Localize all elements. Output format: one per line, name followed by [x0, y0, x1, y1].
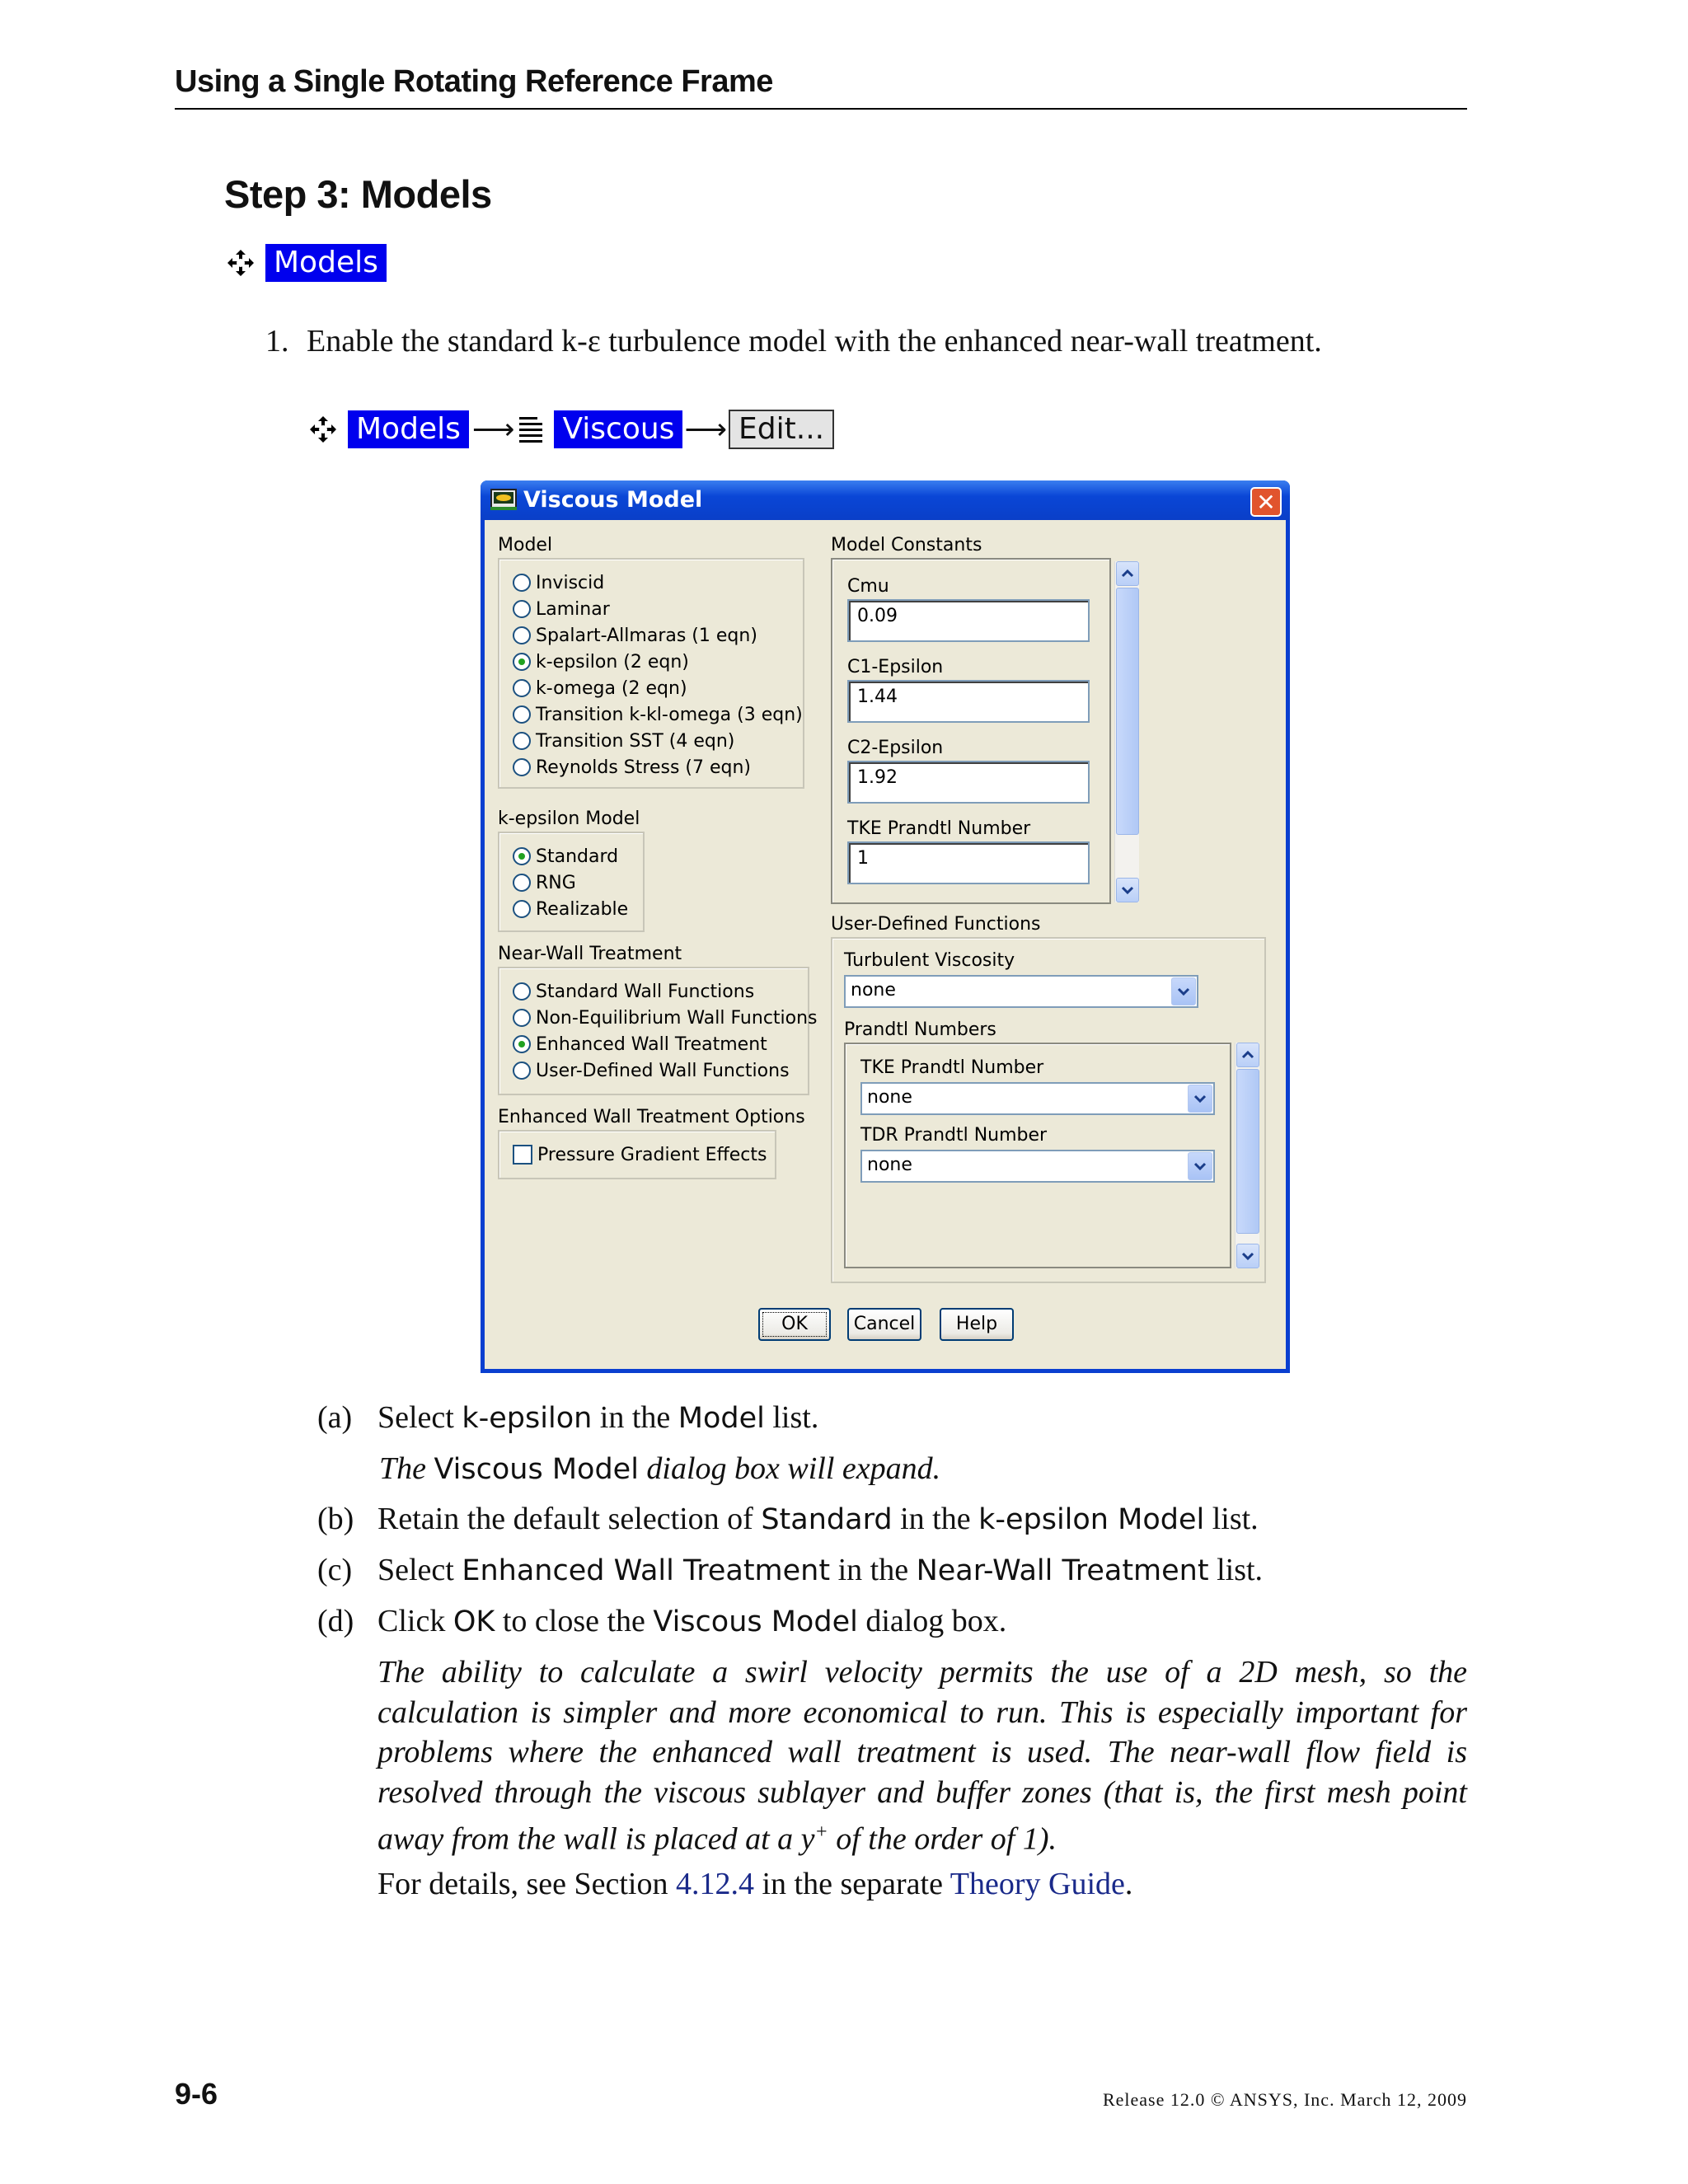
help-button[interactable]: Help: [940, 1308, 1014, 1341]
nearwall-group: [498, 967, 818, 1095]
prandtl-numbers-panel: [844, 1043, 1231, 1268]
radio-button[interactable]: [513, 679, 531, 697]
nav-path: [307, 410, 834, 449]
tke-prandtl-label: TKE Prandtl Number: [847, 818, 1031, 839]
radio-non-equilibrium[interactable]: Non-Equilibrium Wall Functions: [513, 1005, 818, 1031]
substep-b: (b) Retain the default selection of Standard in the k-epsilon Model list.: [317, 1502, 1259, 1536]
ewt-options-label: Enhanced Wall Treatment Options: [498, 1107, 805, 1127]
radio-rng[interactable]: RNG: [513, 869, 576, 896]
radio-button[interactable]: [513, 874, 531, 892]
scroll-down-icon[interactable]: [1236, 1244, 1259, 1268]
running-header: Using a Single Rotating Reference Frame: [175, 64, 773, 99]
radio-standard[interactable]: Standard: [513, 843, 618, 869]
udf-label: User-Defined Functions: [831, 914, 1041, 935]
tke-prandtl-udf-label: TKE Prandtl Number: [860, 1057, 1044, 1078]
tdr-prandtl-udf-select[interactable]: none: [860, 1150, 1215, 1183]
path-arrow: ⟶: [471, 413, 515, 446]
radio-button[interactable]: [513, 732, 531, 750]
release-info: Release 12.0 © ANSYS, Inc. March 12, 2009: [1102, 2089, 1467, 2110]
radio-transition-kkl[interactable]: Transition k-kl-omega (3 eqn): [513, 701, 803, 728]
section-link[interactable]: 4.12.4: [675, 1867, 754, 1901]
prandtl-numbers-label: Prandtl Numbers: [844, 1019, 996, 1040]
radio-button[interactable]: [513, 758, 531, 776]
pressure-gradient-checkbox-row[interactable]: Pressure Gradient Effects: [513, 1141, 767, 1168]
radio-button[interactable]: [513, 705, 531, 724]
radio-enhanced-wall-treatment[interactable]: Enhanced Wall Treatment: [513, 1031, 767, 1057]
model-group-label: Model: [498, 535, 553, 555]
dialog-titlebar: [481, 480, 1290, 520]
pressure-gradient-checkbox[interactable]: [513, 1145, 532, 1165]
radio-laminar[interactable]: Laminar: [513, 596, 610, 622]
chevron-down-icon[interactable]: [1188, 1152, 1212, 1180]
dialog-title: Viscous Model: [523, 487, 703, 513]
c2-epsilon-input[interactable]: 1.92: [847, 761, 1090, 804]
scroll-thumb[interactable]: [1236, 1069, 1259, 1234]
radio-button[interactable]: [513, 1062, 531, 1080]
turbulent-viscosity-label: Turbulent Viscosity: [844, 950, 1015, 971]
model-constants-panel: [831, 558, 1111, 904]
radio-button[interactable]: [513, 982, 531, 1001]
page-number: 9-6: [175, 2077, 218, 2111]
kepsilon-group-label: k-epsilon Model: [498, 808, 640, 829]
scroll-thumb[interactable]: [1116, 588, 1139, 835]
tdr-prandtl-udf-label: TDR Prandtl Number: [860, 1125, 1048, 1146]
radio-button[interactable]: [513, 626, 531, 644]
radio-button[interactable]: [513, 574, 531, 592]
constants-scrollbar[interactable]: [1114, 561, 1139, 902]
model-tree-icon: [224, 246, 257, 279]
substep-a-note: The Viscous Model dialog box will expand.: [379, 1451, 941, 1486]
scroll-down-icon[interactable]: [1116, 878, 1139, 902]
radio-inviscid[interactable]: Inviscid: [513, 569, 604, 596]
model-tree-icon: [307, 413, 340, 446]
model-constants-label: Model Constants: [831, 535, 982, 555]
udf-group: [831, 937, 1266, 1283]
radio-button-selected[interactable]: [513, 847, 531, 865]
swirl-note-paragraph: The ability to calculate a swirl velocity permits the use of a 2D mesh, so the calculation is simpler and more economical to run. This is especially important for problems where the enhanced wall treatment is used. The near-wall flow field is resolved through the viscous sublayer and buffer zones (that is, the first mesh point away from the wall is placed at a y+ of the order of 1).: [377, 1655, 1467, 1857]
nearwall-group-label: Near-Wall Treatment: [498, 944, 682, 964]
close-icon[interactable]: ✕: [1250, 487, 1282, 517]
cancel-button[interactable]: Cancel: [847, 1308, 921, 1341]
ewt-options-group: [498, 1130, 776, 1179]
instruction-number: 1.: [265, 324, 289, 359]
radio-button-selected[interactable]: [513, 1035, 531, 1053]
radio-button[interactable]: [513, 900, 531, 918]
c1-epsilon-label: C1-Epsilon: [847, 657, 944, 677]
viscous-model-dialog: [481, 480, 1290, 1373]
models-nav-link[interactable]: Models: [265, 244, 387, 282]
c2-epsilon-label: C2-Epsilon: [847, 738, 944, 758]
header-rule: [175, 108, 1467, 110]
radio-reynolds-stress[interactable]: Reynolds Stress (7 eqn): [513, 754, 751, 780]
nav-line-models: [224, 244, 387, 282]
path-arrow: ⟶: [684, 413, 728, 446]
chevron-down-icon[interactable]: [1171, 977, 1196, 1005]
kepsilon-group: [498, 832, 645, 932]
radio-button-selected[interactable]: [513, 653, 531, 671]
edit-button[interactable]: Edit...: [729, 410, 834, 449]
models-nav-link[interactable]: Models: [348, 410, 469, 448]
radio-user-defined-wall[interactable]: User-Defined Wall Functions: [513, 1057, 790, 1084]
substep-d: (d) Click OK to close the Viscous Model dialog box.: [317, 1604, 1007, 1638]
step-title: Step 3: Models: [224, 172, 492, 216]
list-icon: [518, 414, 546, 445]
details-line: For details, see Section 4.12.4 in the separate Theory Guide.: [377, 1867, 1133, 1901]
tke-prandtl-udf-select[interactable]: none: [860, 1082, 1215, 1115]
radio-button[interactable]: [513, 600, 531, 618]
radio-k-epsilon[interactable]: k-epsilon (2 eqn): [513, 649, 689, 675]
model-group: [498, 558, 804, 789]
radio-spalart-allmaras[interactable]: Spalart-Allmaras (1 eqn): [513, 622, 757, 649]
cmu-label: Cmu: [847, 576, 889, 597]
radio-transition-sst[interactable]: Transition SST (4 eqn): [513, 728, 734, 754]
prandtl-scrollbar[interactable]: [1235, 1043, 1259, 1268]
cmu-input[interactable]: 0.09: [847, 599, 1090, 642]
fluent-app-icon: [490, 489, 517, 510]
radio-standard-wall-functions[interactable]: Standard Wall Functions: [513, 978, 754, 1005]
instruction-text: Enable the standard k-ε turbulence model with the enhanced near-wall treatment.: [307, 324, 1322, 359]
scroll-up-icon[interactable]: [1236, 1043, 1259, 1067]
dialog-client-area: [485, 520, 1286, 1369]
radio-k-omega[interactable]: k-omega (2 eqn): [513, 675, 687, 701]
chevron-down-icon[interactable]: [1188, 1085, 1212, 1113]
c1-epsilon-input[interactable]: 1.44: [847, 680, 1090, 723]
scroll-up-icon[interactable]: [1116, 561, 1139, 586]
viscous-nav-link[interactable]: Viscous: [554, 410, 682, 448]
ok-button[interactable]: OK: [758, 1308, 831, 1341]
radio-button[interactable]: [513, 1009, 531, 1027]
theory-guide-link[interactable]: Theory Guide: [950, 1867, 1125, 1901]
radio-realizable[interactable]: Realizable: [513, 896, 628, 922]
substep-a: (a) Select k-epsilon in the Model list.: [317, 1400, 819, 1435]
tke-prandtl-input[interactable]: 1: [847, 841, 1090, 884]
turbulent-viscosity-select[interactable]: none: [844, 975, 1198, 1008]
substep-c: (c) Select Enhanced Wall Treatment in the Near-Wall Treatment list.: [317, 1553, 1264, 1587]
